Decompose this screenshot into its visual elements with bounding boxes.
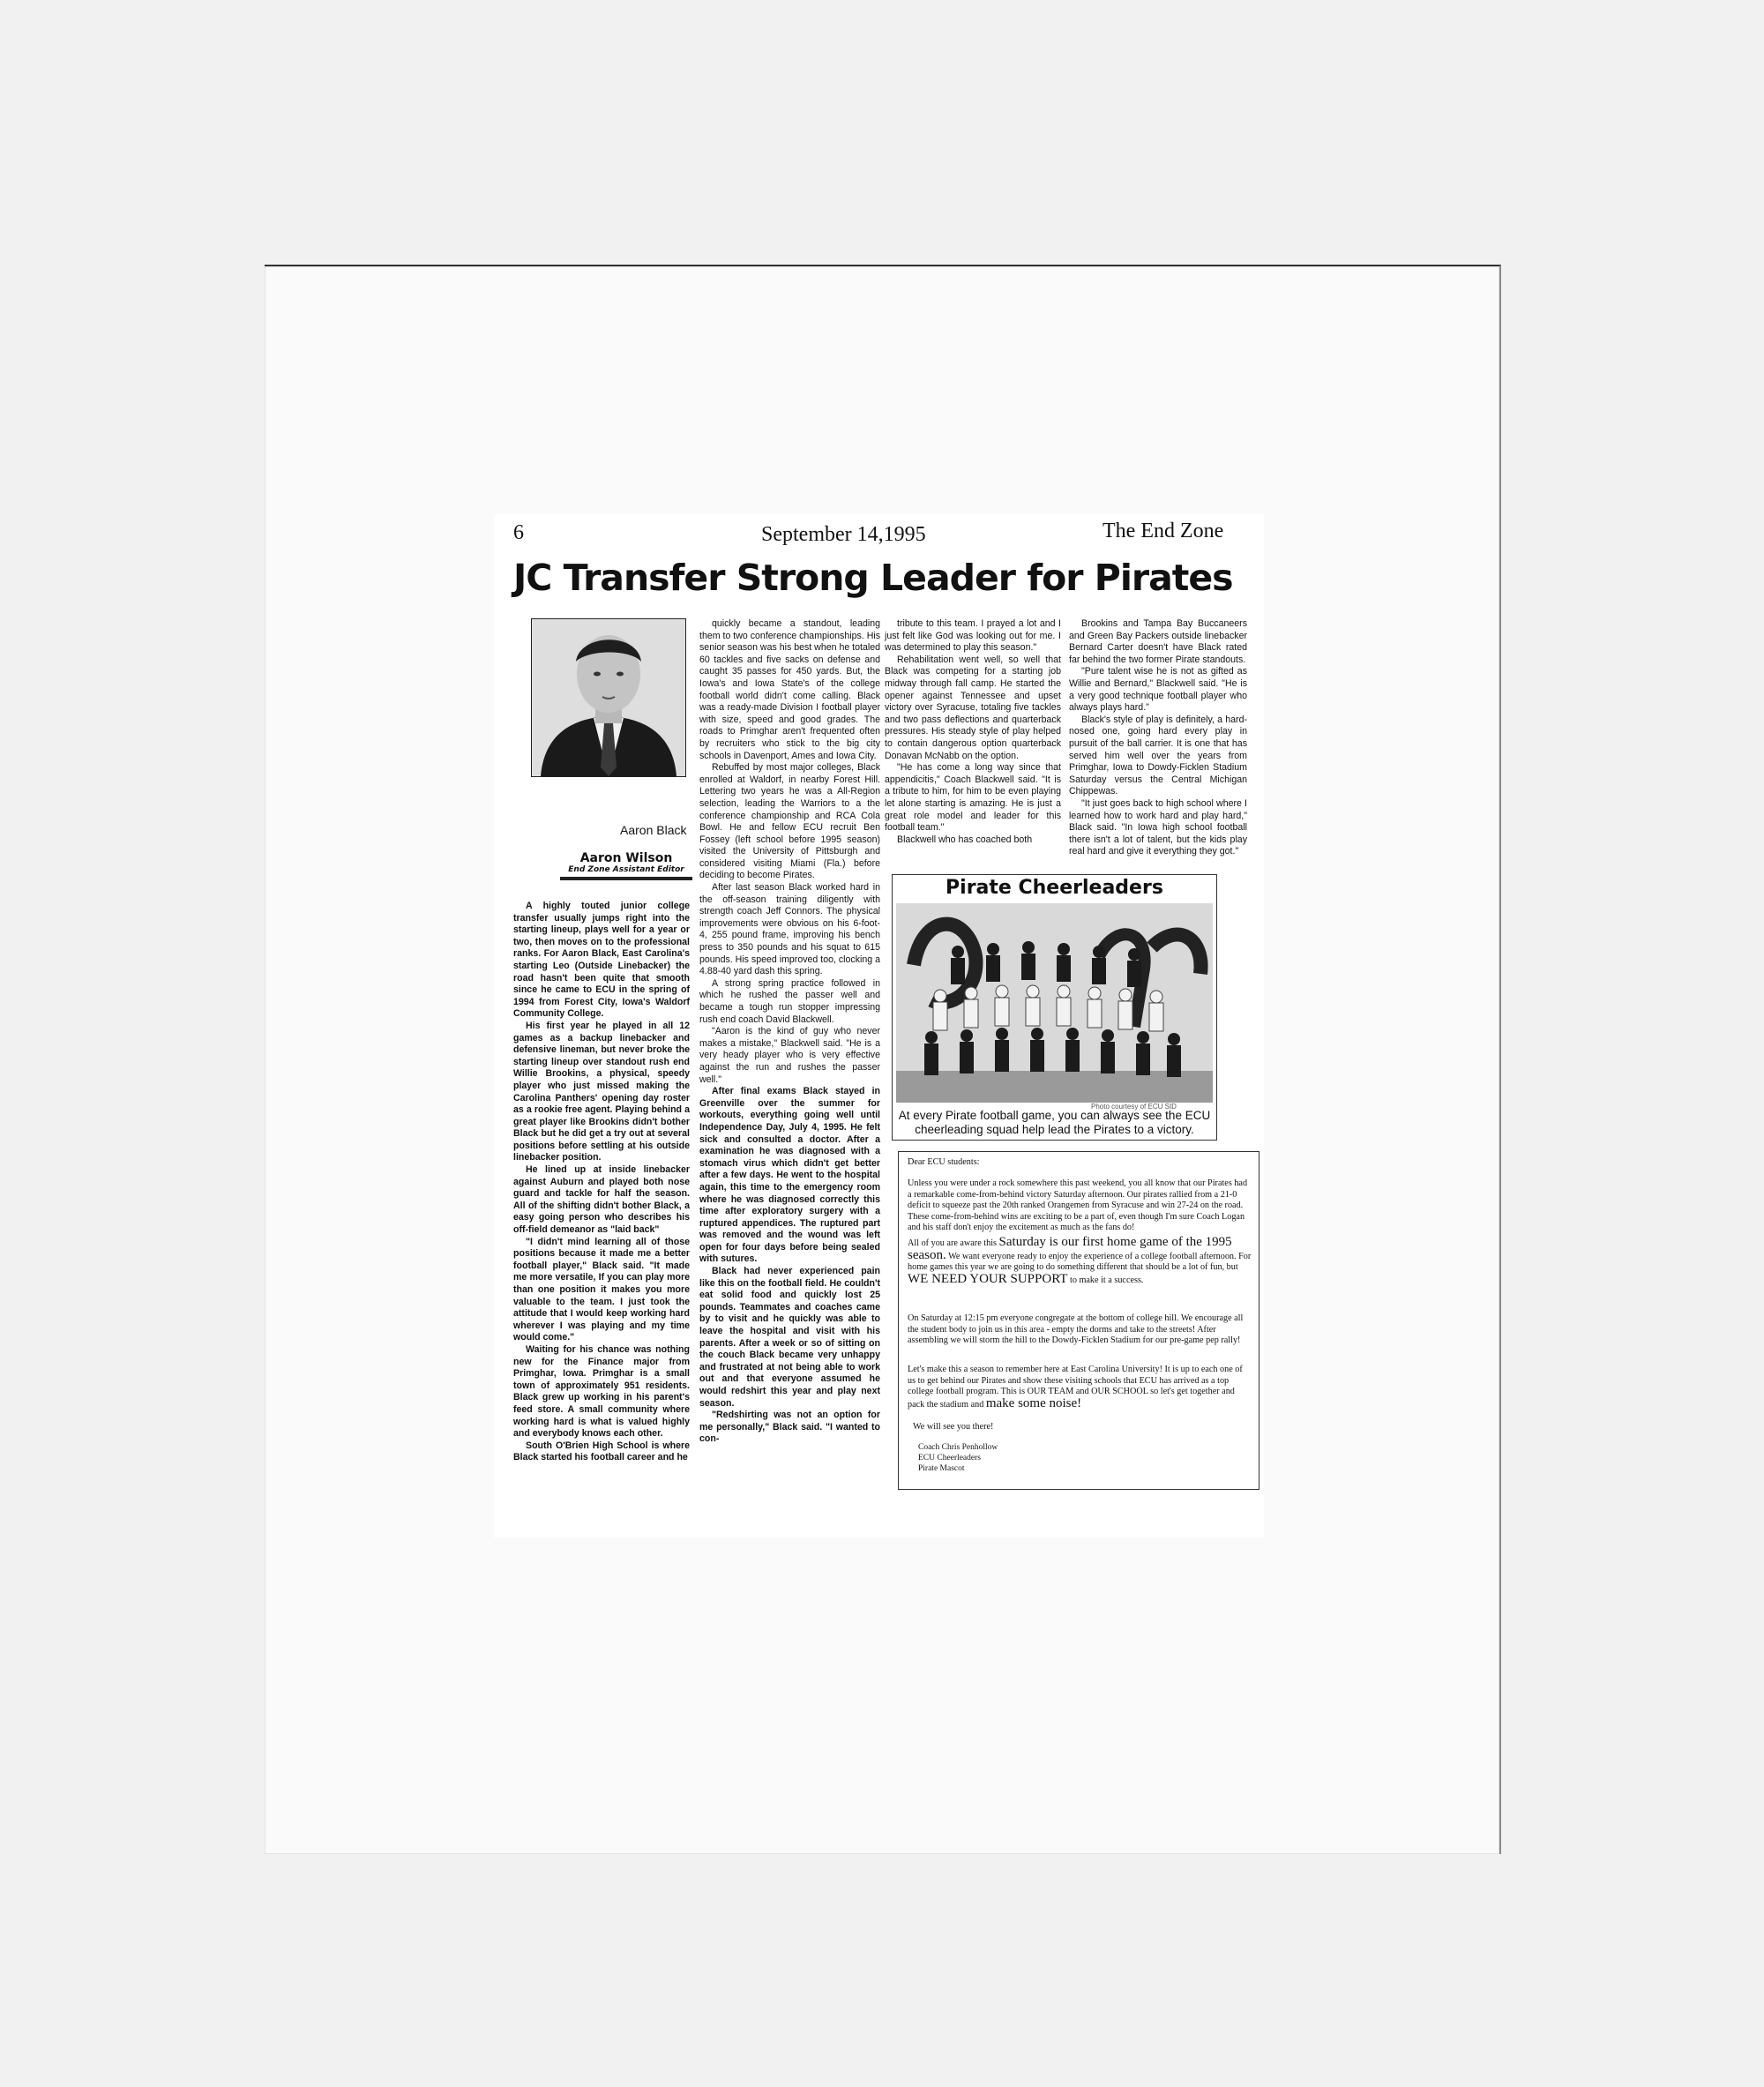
article-paragraph: Brookins and Tampa Bay Buccaneers and Green Bay Packers outside linebacker Bernard Carter doesn't have Black rated far behind the two former Pirate standouts. [1069, 618, 1247, 665]
cheerleaders-photo [896, 903, 1213, 1103]
letter-text: All of you are aware this [908, 1238, 999, 1248]
letter-emphasis: WE NEED YOUR SUPPORT [908, 1271, 1068, 1286]
cheerleaders-caption: At every Pirate football game, you can always see the ECU cheerleading squad help lead the Pirates to a victory. [898, 1109, 1211, 1136]
cheerleaders-letter [898, 1151, 1259, 1490]
section-name: The End Zone [1102, 520, 1224, 542]
article-column-4 [1069, 618, 1247, 858]
article-paragraph: "Redshirting was not an option for me personally," Black said. "I wanted to con- [699, 1410, 880, 1445]
article-paragraph: Blackwell who has coached both [897, 834, 1033, 845]
letter-text: We want everyone ready to enjoy the experience of a college football afternoon. For home games this year we are going to do something different that should be a lot of fun, but [908, 1251, 1252, 1273]
article-paragraph: "Pure talent wise he is not as gifted as Willie and Bernard," Blackwell said. "He is a very good technique football player who always plays hard." [1069, 666, 1247, 714]
aaron-black-portrait [531, 618, 686, 777]
portrait-image [532, 619, 685, 776]
article-paragraph: tribute to this team. I prayed a lot and I just felt like God was looking out for me. I was determined to play this season." [885, 618, 1061, 654]
letter-paragraph-1: Unless you were under a rock somewhere this past weekend, you all know that our Pirates had a remarkable come-from-behind victory Saturday afternoon. Our pirates rallied from a 21-0 deficit to squeeze past the 20th ranked Orangemen from Syracuse and win 27-24 on the road. These come-from-behind wins are exciting to be a part of, even though I'm sure Coach Logan and his staff don't enjoy the excitement as much as the fans do! [908, 1178, 1248, 1233]
article-paragraph: South O'Brien High School is where Black started his football career and he [513, 1440, 690, 1463]
letter-emphasis: make some noise! [985, 1395, 1082, 1410]
photo-caption: Aaron Black [620, 823, 687, 837]
letter-paragraph-3: On Saturday at 12:15 pm everyone congregate at the bottom of college hill. We encourage all the student body to join us in this area - empty the dorms and take to the streets! After assembling we will storm the hill to the Dowdy-Ficklen Stadium for our pre-game pep rally! [908, 1313, 1244, 1346]
article-paragraph: A highly touted junior college transfer usually jumps right into the starting lineup, plays well for a year or two, then moves on to the professional ranks. For Aaron Black, East Carolina's starting Leo (Outside Linebacker) the road hasn't been quite that smooth since he came to ECU in the spring of 1994 from Forest City, Iowa's Waldorf Community College. [513, 901, 690, 1020]
article-paragraph: "He has come a long way since that appendicitis," Coach Blackwell said. "It is a tribute to him, for him to be even playing let alone starting is amazing. He is just a great role model and leader for this football team." [885, 762, 1061, 834]
article-column-3 [885, 618, 1061, 846]
article-paragraph: Black had never experienced pain like this on the football field. He couldn't eat solid food and quickly lost 25 pounds. Teammates and coaches came by to visit and he quickly was able to leave the hospital and visit with his parents. After a week or so of sitting on the couch Black became very unhappy and frustrated at not being able to work out and that everyone assumed he would redshirt this year and play next season. [699, 1266, 880, 1409]
cheerleaders-group-image [896, 903, 1213, 1103]
signature-cheerleaders: ECU Cheerleaders [918, 1454, 981, 1462]
headline: JC Transfer Strong Leader for Pirates [513, 557, 1233, 599]
article-paragraph: After last season Black worked hard in the off-season training diligently with strength coach Jeff Connors. The physical improvements were obvious on his 6-foot-4, 255 pound frame, improving his bench press to 350 pounds and his squat to 615 pounds. His speed improved too, clocking a 4.88-40 yard dash this spring. [699, 882, 880, 977]
letter-text: Let's make this a season to remember here at East Carolina University! It is up to each one of us to get behind our Pirates and show these visiting schools that ECU has arrived as a top college football program. This is OUR TEAM and OUR SCHOOL so let's get together and pack the stadium and [908, 1365, 1243, 1410]
cheerleaders-photo-box [892, 874, 1217, 1141]
letter-text: to make it a success. [1067, 1275, 1144, 1285]
article-paragraph: "I didn't mind learning all of those positions because it made me a better football player," Black said. "It made me more versatile, If you can play more than one position it makes you more valuable to the team. I just took the attitude that I would keep working hard wherever I was playing and my time would come." [513, 1236, 690, 1343]
newspaper-clipping [494, 514, 1264, 1537]
article-paragraph: Rebuffed by most major colleges, Black enrolled at Waldorf, in nearby Forest Hill. Lettering two years he was a All-Region selection, leading the Warriors to a the conference championship and RCA Cola Bowl. He and fellow ECU recruit Ben Fossey (left school before 1995 season) visited the University of Pittsburgh and considered visiting Miami (Fla.) before deciding to become Pirates. [699, 762, 880, 881]
article-column-2 [699, 618, 880, 1446]
author-role: End Zone Assistant Editor [568, 865, 684, 874]
article-paragraph: Waiting for his chance was nothing new for the Finance major from Primghar, Iowa. Primghar is a small town of approximately 951 residents. Black grew up working in his parent's feed store. A small community where working hard is what is valued highly and everybody knows each other. [513, 1343, 690, 1440]
article-paragraph: He lined up at inside linebacker against Auburn and played both nose guard and tackle for half the season. All of the shifting didn't bother Black, a easy going person who describes his off-field demeanor as "laid back" [513, 1164, 690, 1236]
page-number: 6 [513, 521, 524, 544]
letter-paragraph-2 [908, 1237, 1252, 1286]
article-paragraph: After final exams Black stayed in Greenville over the summer for workouts, everything going well until Independence Day, July 4, 1995. He felt sick and consulted a doctor. After a examination he was diagnosed with a stomach virus which didn't get better after a few days. He went to the hospital again, this time to the emergency room where he was diagnosed correctly this time after exploratory surgery with a ruptured appendices. The ruptured part was removed and the wound was left open for four days before being sealed with sutures. [699, 1086, 880, 1265]
article-paragraph: quickly became a standout, leading them to two conference championships. His senior season was his best when he totaled 60 tackles and five sacks on defense and caught 35 passes for 450 yards. But, the Iowa's and Iowa State's of the college football world didn't come calling. Black was a ready-made Division I football player with size, speed and good grades. The roads to Primghar aren't frequented often by recruiters who stick to the big city schools in Davenport, Ames and Iowa City. [699, 618, 880, 761]
article-paragraph: "Aaron is the kind of guy who never makes a mistake," Blackwell said. "He is a very heady player who is very effective against the run and rushes the passer well." [699, 1026, 880, 1085]
article-paragraph: A strong spring practice followed in which he rushed the passer well and became a tough run stopper impressing rush end coach David Blackwell. [699, 977, 880, 1025]
byline-rule [560, 877, 692, 880]
signature-coach: Coach Chris Penhollow [918, 1443, 998, 1452]
letter-closing: We will see you there! [913, 1422, 994, 1432]
signature-mascot: Pirate Mascot [918, 1464, 965, 1473]
article-paragraph: Rehabilitation went well, so well that Black was competing for a starting job midway through fall camp. He started the opener against Tennessee and upset victory over Syracuse, totaling five tackles and two pass deflections and quarterback pressures. His steady style of play helped to contain dangerous option quarterback Donavan McNabb on the option. [885, 654, 1061, 761]
issue-date: September 14,1995 [761, 523, 926, 546]
letter-paragraph-4 [908, 1365, 1252, 1410]
photo-credit: Photo courtesy of ECU SID [1091, 1103, 1177, 1111]
letter-salutation: Dear ECU students: [908, 1157, 980, 1167]
article-paragraph: His first year he played in all 12 games as a backup linebacker and defensive lineman, but never broke the starting lineup over standout rush end Willie Brookins, a physical, speedy player who just missed making the Carolina Panthers' opening day roster as a rookie free agent. Playing behind a great player like Brookins didn't bother Black but he did get a try out at several positions before settling at his outside linebacker position. [513, 1020, 690, 1163]
author-name: Aaron Wilson [579, 851, 673, 865]
cheerleaders-title: Pirate Cheerleaders [946, 877, 1163, 899]
letter-emphasis: Saturday is our first home game of the 1995 season. [908, 1235, 1232, 1262]
byline [560, 851, 692, 880]
article-paragraph: "It just goes back to high school where I learned how to work hard and play hard," Black said. "In Iowa high school football there isn't a lot of talent, but the kids play real hard and give it everything they got." [1069, 797, 1247, 857]
article-column-1 [513, 901, 690, 1464]
article-paragraph: Black's style of play is definitely, a hard-nosed one, going hard every play in pursuit of the ball carrier. It is one that has served him well over the years from Primghar, Iowa to Dowdy-Ficklen Stadium Saturday versus the Central Michigan Chippewas. [1069, 714, 1247, 797]
